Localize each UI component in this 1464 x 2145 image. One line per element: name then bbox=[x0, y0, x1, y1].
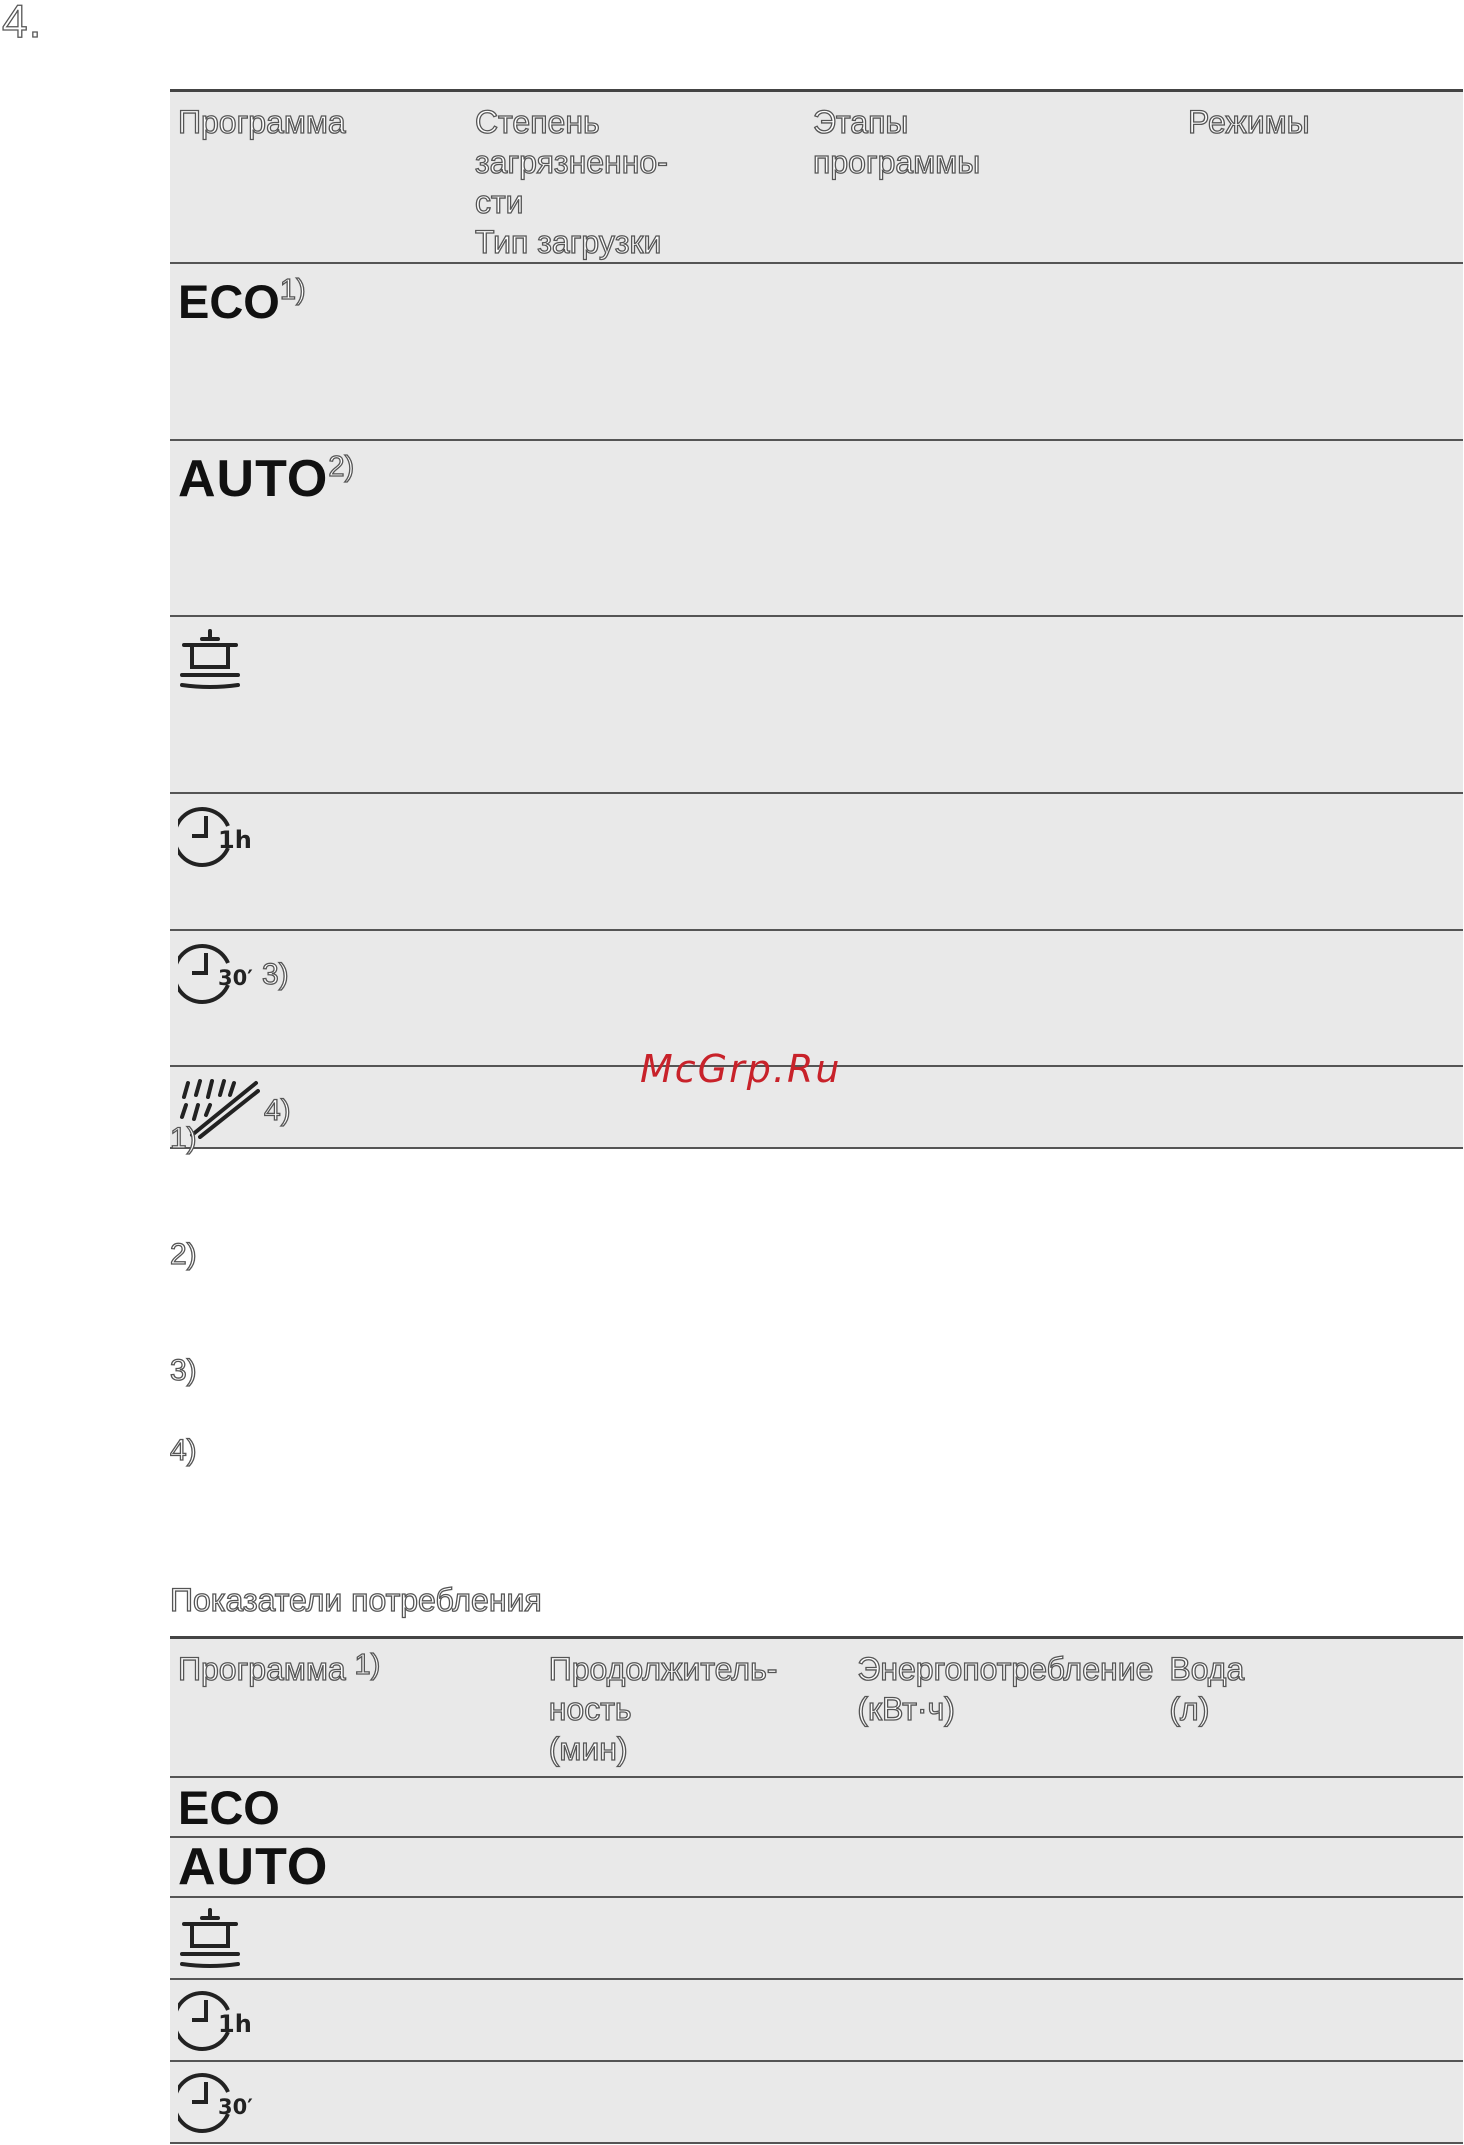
header-duration-line2: ность bbox=[548, 1691, 632, 1727]
clock-30min-icon bbox=[178, 941, 258, 1007]
header-soil-line2: сти bbox=[475, 184, 524, 220]
clock-30min-icon bbox=[178, 2070, 258, 2136]
watermark: McGrp.Ru bbox=[640, 1047, 842, 1091]
header-phases-line1: Этапы bbox=[813, 104, 909, 140]
consumption-row-auto bbox=[170, 1837, 1463, 1897]
eco-label: ECO bbox=[178, 1780, 280, 1834]
footnote-4: 4) bbox=[170, 1434, 197, 1467]
consumption-row-1h bbox=[170, 1979, 1463, 2061]
header-options: Режимы bbox=[1188, 104, 1310, 140]
header-duration-line3: (мин) bbox=[548, 1731, 628, 1767]
eco-label: ECO bbox=[178, 275, 280, 328]
clock-1h-icon bbox=[178, 804, 254, 870]
consumption-row-eco bbox=[170, 1777, 1463, 1837]
programs-table bbox=[170, 89, 1463, 1149]
header-water-line2: (л) bbox=[1169, 1691, 1210, 1727]
program-row-pots bbox=[170, 616, 1463, 793]
programs-header-row bbox=[170, 91, 1463, 264]
program-row-eco bbox=[170, 263, 1463, 440]
footnote-1: 1) bbox=[170, 1122, 197, 1155]
footnote-ref: 1) bbox=[279, 274, 306, 306]
footnote-ref: 4) bbox=[264, 1094, 291, 1127]
header-duration-line1: Продолжитель- bbox=[548, 1651, 778, 1687]
header-energy-line1: Энергопотребление bbox=[857, 1651, 1154, 1687]
svg-text:30′: 30′ bbox=[218, 2094, 253, 2119]
header-energy-line2: (кВт·ч) bbox=[857, 1691, 955, 1727]
footnote-ref: 1) bbox=[354, 1649, 381, 1681]
program-row-30min bbox=[170, 930, 1463, 1066]
header-program: Программа bbox=[178, 104, 346, 140]
footnote-3: 3) bbox=[170, 1354, 197, 1387]
section-title: Показатели потребления bbox=[170, 1582, 542, 1618]
page-number: 4. bbox=[2, 0, 43, 47]
program-row-auto bbox=[170, 440, 1463, 616]
header-soil-line1: Степень загрязненно- bbox=[475, 104, 668, 180]
footnote-ref: 2) bbox=[328, 451, 355, 483]
svg-text:1h: 1h bbox=[218, 826, 252, 854]
header-program: Программа bbox=[178, 1651, 346, 1687]
consumption-header-row bbox=[170, 1638, 1463, 1777]
pots-pans-icon bbox=[178, 1906, 242, 1972]
footnote-2: 2) bbox=[170, 1238, 197, 1271]
auto-label: AUTO bbox=[178, 450, 329, 508]
svg-text:30′: 30′ bbox=[218, 966, 253, 990]
consumption-row-30min bbox=[170, 2061, 1463, 2143]
svg-text:1h: 1h bbox=[218, 2009, 252, 2038]
footnote-ref: 3) bbox=[262, 958, 289, 991]
program-row-1h bbox=[170, 793, 1463, 930]
header-phases-line2: программы bbox=[813, 144, 981, 180]
auto-label: AUTO bbox=[178, 1837, 329, 1896]
header-water-line1: Вода bbox=[1169, 1651, 1245, 1687]
consumption-table bbox=[170, 1636, 1463, 2144]
consumption-row-pots bbox=[170, 1897, 1463, 1979]
clock-1h-icon bbox=[178, 1988, 254, 2054]
pots-pans-icon bbox=[178, 627, 242, 693]
header-soil-line3: Тип загрузки bbox=[475, 224, 662, 260]
